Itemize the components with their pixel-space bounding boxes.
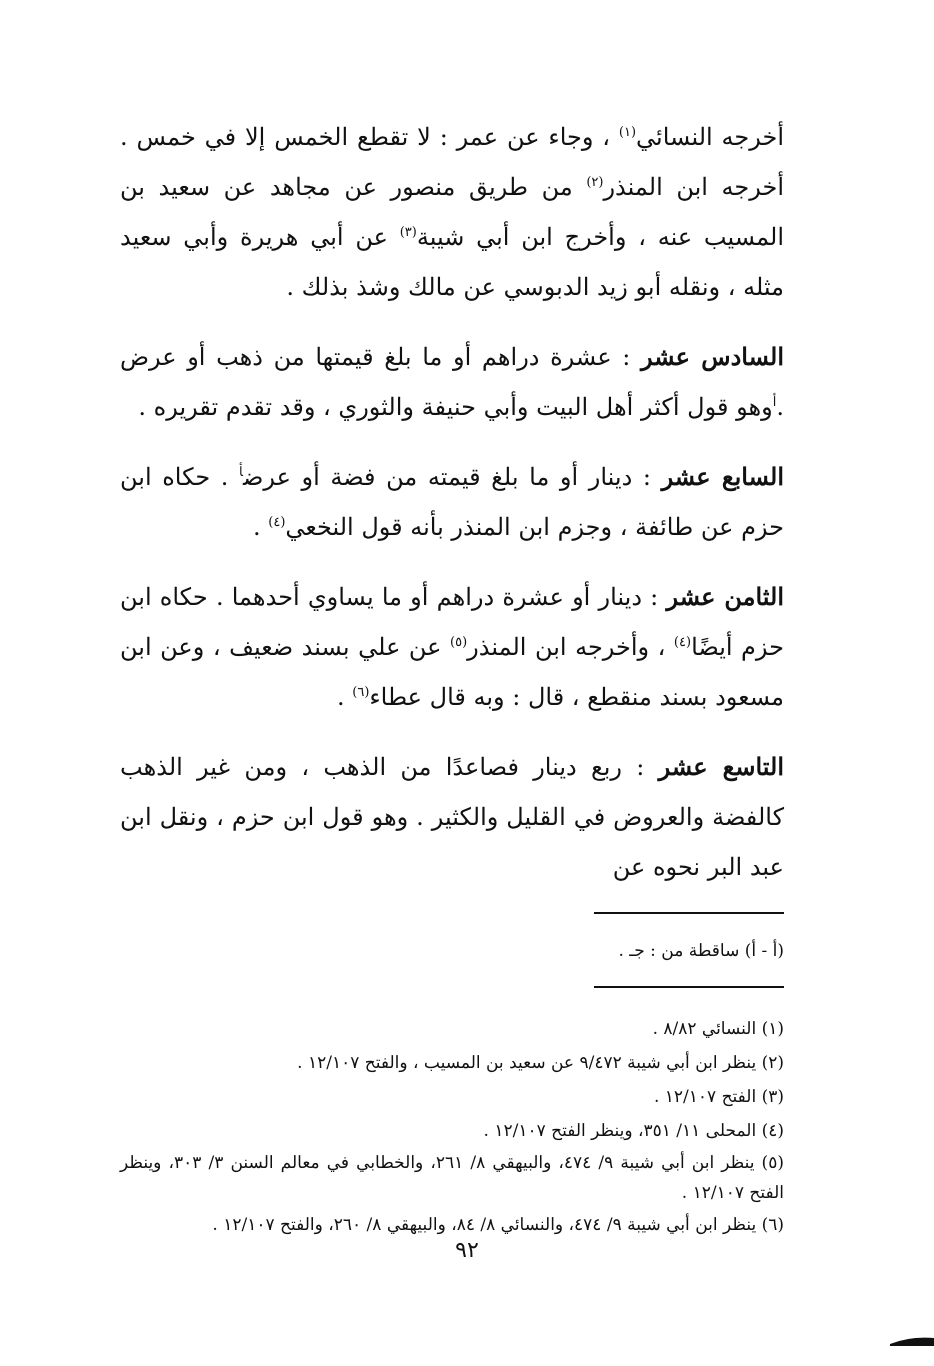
paragraph-text: ، وأخرجه ابن المنذر: [467, 633, 674, 661]
footnote-ref[interactable]: (٢): [586, 175, 604, 190]
footnote-5: (٥) ينظر ابن أبي شيبة ٩/ ٤٧٤، والبيهقي ٨/ ٢٦١، والخطابي في معالم السنن ٣/ ٣٠٣، وينظر الفتح ١٢/١٠٧ .: [120, 1153, 784, 1203]
paragraph-text: من طريق منصور عن مجاهد عن سعيد بن المسيب عنه ، وأخرج ابن أبي شيبة: [120, 173, 785, 251]
paragraph-text: .: [336, 683, 353, 711]
paragraph-text: .: [252, 513, 269, 541]
footnote-3: (٣) الفتح ١٢/١٠٧ .: [653, 1087, 784, 1107]
footnote-divider: [594, 986, 784, 988]
paragraph-text: أخرجه النسائي: [636, 123, 784, 151]
footnote-ref[interactable]: (١): [618, 125, 637, 140]
footnote-divider: [594, 912, 784, 914]
paragraph-text: : دينار أو ما بلغ قيمته من فضة أو عرض: [242, 463, 662, 491]
paragraph-19th: [120, 742, 784, 892]
footnote-ref[interactable]: (٣): [399, 225, 417, 240]
footnote-4: (٤) المحلى ١١/ ٣٥١، وينظر الفتح ١٢/١٠٧ .: [483, 1121, 784, 1141]
footnote-2: (٢) ينظر ابن أبي شيبة ٩/٤٧٢ عن سعيد بن المسيب ، والفتح ١٢/١٠٧ .: [297, 1053, 784, 1073]
section-heading: السادس عشر: [640, 342, 784, 371]
variant-note: (أ - أ) ساقطة من : جـ .: [618, 941, 784, 961]
page-number: ٩٢: [455, 1238, 479, 1263]
footnote-6: (٦) ينظر ابن أبي شيبة ٩/ ٤٧٤، والنسائي ٨/ ٨٤، والبيهقي ٨/ ٢٦٠، والفتح ١٢/١٠٧ .: [212, 1215, 784, 1235]
paragraph-17th: [120, 452, 784, 552]
section-heading: التاسع عشر: [658, 752, 784, 781]
paragraph-text: . حكاه ابن حزم عن طائفة ، وجزم ابن المنذر بأنه قول النخعي: [120, 463, 784, 541]
paragraph-text: : دينار أو عشرة دراهم أو ما يساوي أحدهما . حكاه ابن حزم أيضًا: [120, 583, 784, 661]
section-heading: الثامن عشر: [666, 582, 784, 611]
footnote-ref[interactable]: (٤): [268, 515, 286, 530]
paragraph-text: عن علي بسند ضعيف ، وعن ابن مسعود بسند منقطع ، قال : وبه قال عطاء: [120, 633, 784, 711]
footnote-ref[interactable]: (٤): [673, 635, 692, 650]
paragraph-16th: [120, 332, 784, 432]
section-heading: السابع عشر: [661, 462, 785, 491]
page-corner-mark: [890, 1332, 934, 1346]
variant-marker: أ: [239, 465, 243, 480]
paragraph-18th: [120, 572, 784, 722]
footnote-1: (١) النسائي ٨/٨٢ .: [652, 1019, 784, 1039]
paragraph-text: عن أبي هريرة وأبي سعيد مثله ، ونقله أبو زيد الدبوسي عن مالك وشذ بذلك .: [120, 223, 784, 301]
footnote-ref[interactable]: (٦): [352, 685, 370, 700]
paragraph-text: ، وجاء عن عمر : لا تقطع الخمس إلا في خمس . أخرجه ابن المنذر: [120, 123, 784, 201]
paragraph-1: [120, 112, 784, 312]
variant-marker: أ: [772, 395, 777, 410]
paragraph-text: وهو قول أكثر أهل البيت وأبي حنيفة والثوري ، وقد تقدم تقريره .: [138, 393, 773, 421]
paragraph-text: : ربع دينار فصاعدًا من الذهب ، ومن غير الذهب كالفضة والعروض في القليل والكثير . وهو قول ابن حزم ، ونقل ابن عبد البر نحوه عن: [120, 753, 784, 881]
page-body: [120, 112, 784, 1242]
footnote-ref[interactable]: (٥): [450, 635, 468, 650]
paragraph-text: : عشرة دراهم أو ما بلغ قيمتها من ذهب أو عرض .: [120, 343, 784, 421]
